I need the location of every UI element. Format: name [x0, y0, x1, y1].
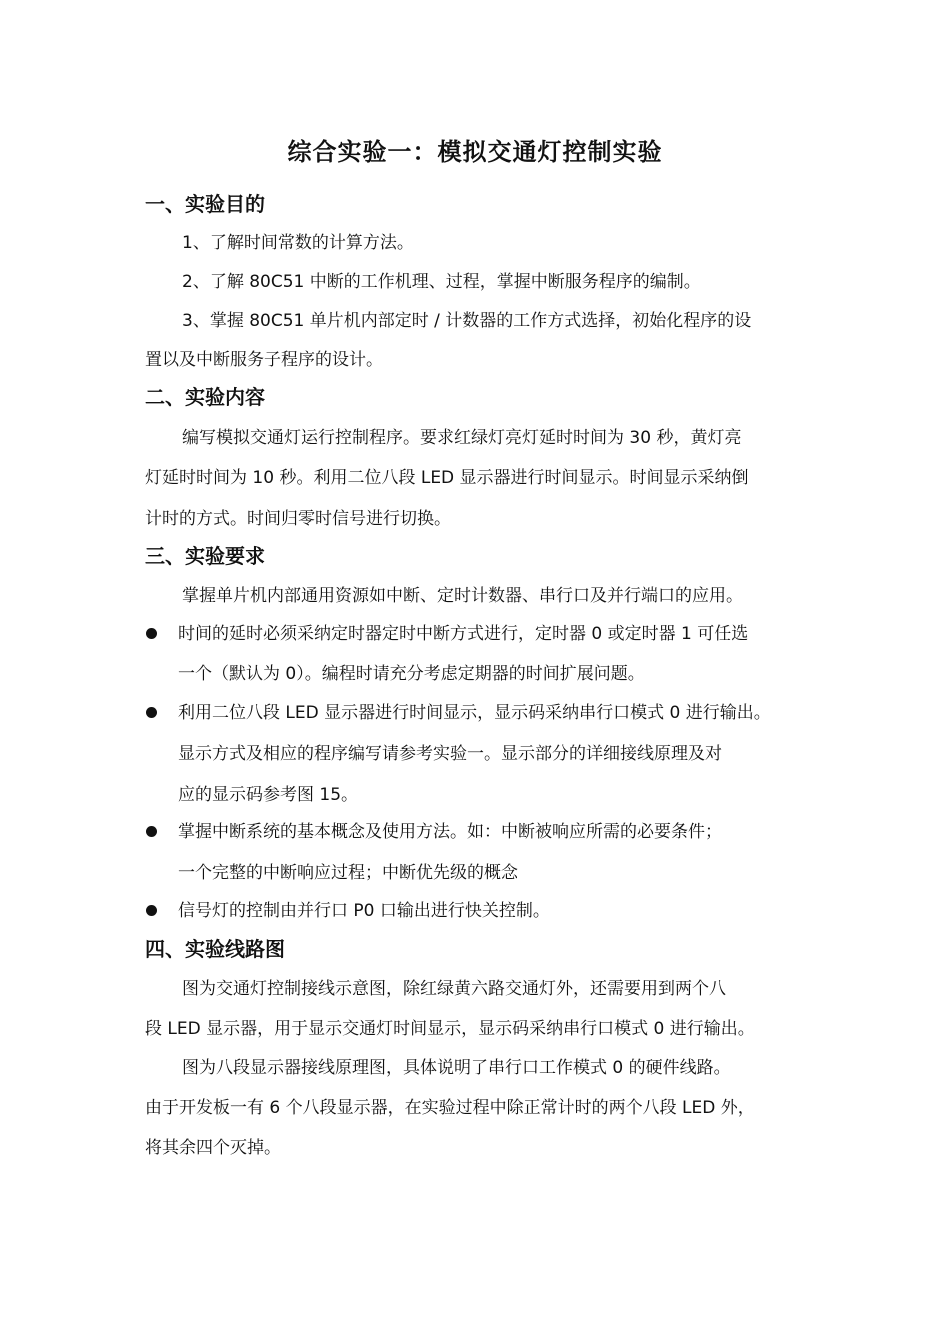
requirement-4-line-1: 信号灯的控制由并行口 P0 口输出进行快关控制。 — [178, 901, 550, 921]
requirement-1-line-1: 时间的延时必须采纳定时器定时中断方式进行，定时器 0 或定时器 1 可任选 — [178, 624, 749, 644]
purpose-item-2: 2、了解 80C51 中断的工作机理、过程，掌握中断服务程序的编制。 — [182, 272, 701, 292]
requirement-1-line-2: 一个（默认为 0）。编程时请充分考虑定期器的时间扩展问题。 — [178, 664, 645, 684]
circuit-line-4: 由于开发板一有 6 个八段显示器，在实验过程中除正常计时的两个八段 LED 外， — [145, 1098, 755, 1118]
document-title: 综合实验一：模拟交通灯控制实验 — [287, 138, 663, 166]
circuit-line-5: 将其余四个灭掉。 — [145, 1138, 281, 1158]
purpose-item-1: 1、了解时间常数的计算方法。 — [182, 233, 414, 253]
requirement-3-line-2: 一个完整的中断响应过程；中断优先级的概念 — [178, 863, 518, 883]
bullet-dot-icon — [146, 628, 157, 639]
content-line-3: 计时的方式。时间归零时信号进行切换。 — [145, 509, 451, 529]
requirement-2-line-3: 应的显示码参考图 15。 — [178, 785, 359, 805]
circuit-line-3: 图为八段显示器接线原理图，具体说明了串行口工作模式 0 的硬件线路。 — [182, 1058, 731, 1078]
section-heading-circuit: 四、实验线路图 — [145, 937, 285, 961]
circuit-line-2: 段 LED 显示器，用于显示交通灯时间显示，显示码采纳串行口模式 0 进行输出。 — [145, 1019, 755, 1039]
section-heading-requirements: 三、实验要求 — [145, 544, 265, 568]
purpose-item-3: 3、掌握 80C51 单片机内部定时 / 计数器的工作方式选择，初始化程序的设 — [182, 311, 752, 331]
requirement-3-line-1: 掌握中断系统的基本概念及使用方法。如：中断被响应所需的必要条件； — [178, 822, 722, 842]
section-heading-purpose: 一、实验目的 — [145, 192, 265, 216]
section-heading-content: 二、实验内容 — [145, 385, 265, 409]
requirement-2-line-2: 显示方式及相应的程序编写请参考实验一。显示部分的详细接线原理及对 — [178, 744, 722, 764]
content-line-2: 灯延时时间为 10 秒。利用二位八段 LED 显示器进行时间显示。时间显示采纳倒 — [145, 468, 749, 488]
bullet-dot-icon — [146, 707, 157, 718]
requirements-intro: 掌握单片机内部通用资源如中断、定时计数器、串行口及并行端口的应用。 — [182, 586, 743, 606]
bullet-dot-icon — [146, 905, 157, 916]
purpose-item-3-cont: 置以及中断服务子程序的设计。 — [145, 350, 383, 370]
circuit-line-1: 图为交通灯控制接线示意图，除红绿黄六路交通灯外，还需要用到两个八 — [182, 979, 726, 999]
content-line-1: 编写模拟交通灯运行控制程序。要求红绿灯亮灯延时时间为 30 秒，黄灯亮 — [182, 428, 742, 448]
requirement-2-line-1: 利用二位八段 LED 显示器进行时间显示，显示码采纳串行口模式 0 进行输出。 — [178, 703, 771, 723]
bullet-dot-icon — [146, 826, 157, 837]
